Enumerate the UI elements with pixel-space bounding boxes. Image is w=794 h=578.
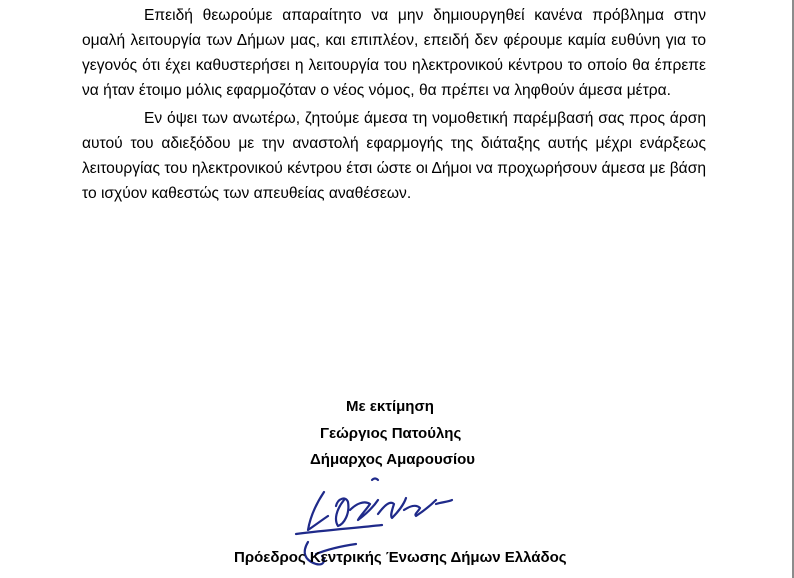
organization-title: Πρόεδρος Κεντρικής Ένωσης Δήμων Ελλάδος	[234, 549, 567, 566]
letter-body	[82, 3, 706, 209]
signatory-name: Γεώργιος Πατούλης	[320, 425, 462, 442]
closing-text: Με εκτίμηση	[346, 398, 434, 415]
signatory-role: Δήμαρχος Αμαρουσίου	[310, 451, 476, 468]
paragraph-measures: Επειδή θεωρούμε απαραίτητο να μην δημιουργηθεί κανένα πρόβλημα στην ομαλή λειτουργία των Δήμων μας, και επιπλέον, επειδή δεν φέρουμε καμία ευθύνη για το γεγονός ότι έχει καθυστερήσει η λειτουργία του ηλεκτρονικού κέντρου το οποίο θα έπρεπε να ήταν έτοιμο μόλις εφαρμοζόταν ο νέος νόμος, θα πρέπει να ληφθούν άμεσα μέτρα.	[82, 7, 706, 99]
paragraph-request: Εν όψει των ανωτέρω, ζητούμε άμεσα τη νομοθετική παρέμβασή σας προς άρση αυτού του αδιεξόδου με την αναστολή εφαρμογής της διάταξης αυτής μέχρι ενάρξεως λειτουργίας του ηλεκτρονικού κέντρου έτσι ώστε οι Δήμοι να προχωρήσουν άμεσα με βάση το ισχύον καθεστώς των απευθείας αναθέσεων.	[82, 110, 706, 202]
